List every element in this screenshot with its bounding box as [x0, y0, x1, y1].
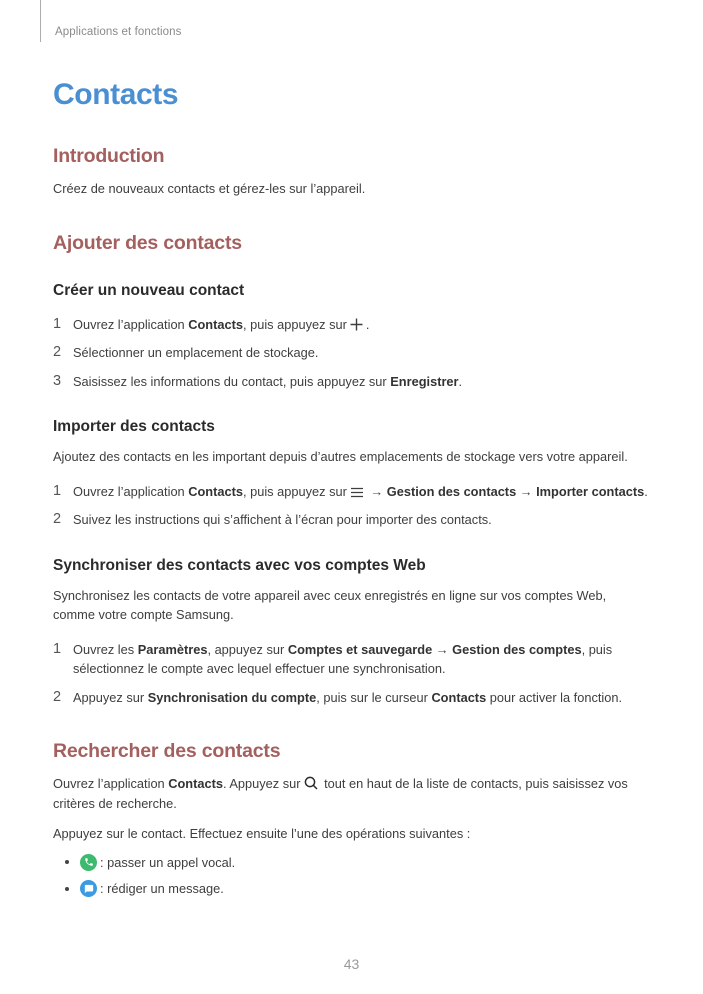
bold-segment: Contacts: [168, 776, 223, 791]
sync-paragraph: Synchronisez les contacts de votre appareil avec ceux enregistrés en ligne sur vos comptes Web, comme votre compte Samsung.: [53, 587, 607, 622]
step-item: [53, 482, 648, 502]
bold-segment: Contacts: [188, 316, 243, 332]
step-item: [53, 640, 648, 679]
text-segment: Ouvrez les: [73, 641, 138, 657]
step-item: [53, 372, 648, 392]
text-segment: Suivez les instructions qui s’affichent à l’écran pour importer des contacts.: [73, 512, 492, 527]
text-segment: Ouvrez l’application: [73, 483, 189, 499]
bold-segment: Comptes et sauvegarde: [287, 641, 433, 657]
import-paragraph: Ajoutez des contacts en les important depuis d’autres emplacements de stockage vers votre appareil.: [53, 449, 628, 464]
text-segment: Sélectionner un emplacement de stockage.: [73, 345, 319, 360]
text-segment: .: [458, 373, 463, 389]
page-title: Contacts: [53, 78, 179, 111]
subheading-import-contacts: Importer des contacts: [53, 418, 215, 435]
search-paragraph-1: [53, 774, 648, 813]
text-segment: , puis appuyez sur: [242, 483, 347, 499]
text-segment: . Appuyez sur: [222, 776, 301, 791]
text-segment: , puis appuyez sur: [242, 316, 347, 332]
bold-segment: Contacts: [188, 483, 243, 499]
intro-paragraph: Créez de nouveaux contacts et gérez-les sur l’appareil.: [53, 181, 366, 196]
bold-segment: Gestion des comptes: [452, 641, 582, 657]
step-item: [53, 315, 648, 335]
step-number: 3: [53, 372, 62, 389]
step-item: [53, 510, 648, 530]
step-number: 2: [53, 511, 62, 527]
text-segment: .: [365, 316, 370, 332]
action-label: : passer un appel vocal.: [100, 854, 236, 870]
action-item-compose-message: [65, 879, 648, 899]
step-number: 1: [53, 640, 62, 657]
text-segment: Ouvrez l’application: [73, 316, 189, 332]
step-item: [53, 688, 648, 708]
arrow-segment: →: [366, 483, 387, 499]
search-paragraph-2: Appuyez sur le contact. Effectuez ensuite l’une des opérations suivantes :: [53, 826, 471, 841]
voice-call-icon: [80, 854, 97, 871]
arrow-segment: →: [432, 641, 453, 657]
step-text: [73, 640, 648, 679]
step-number: 1: [53, 315, 62, 332]
header-rule: [40, 0, 41, 42]
action-item-voice-call: [65, 853, 648, 873]
section-heading-add-contacts: Ajouter des contacts: [53, 231, 242, 254]
subheading-sync-contacts: Synchroniser des contacts avec vos comptes Web: [53, 556, 426, 574]
breadcrumb: Applications et fonctions: [55, 26, 182, 38]
text-segment: Ouvrez l’application: [53, 776, 169, 791]
section-heading-search-contacts: Rechercher des contacts: [53, 740, 281, 762]
step-text: [73, 315, 648, 335]
search-icon: [304, 776, 318, 790]
bold-segment: Importer contacts: [536, 483, 645, 499]
step-number: 1: [53, 482, 62, 499]
menu-icon: [350, 487, 364, 498]
bold-segment: Gestion des contacts: [386, 483, 517, 499]
text-segment: , puis sélectionnez le compte avec lequel effectuer une synchronisation.: [73, 641, 613, 676]
compose-message-icon: [80, 880, 97, 897]
step-text: [73, 482, 648, 502]
text-segment: tout en haut de la liste de contacts, puis saisissez vos critères de recherche.: [53, 776, 628, 811]
step-text: [73, 510, 648, 530]
bold-segment: Contacts: [431, 689, 487, 705]
text-segment: .: [644, 483, 648, 499]
contact-action-list: [53, 853, 648, 899]
import-contacts-steps: [53, 482, 648, 530]
bold-segment: Synchronisation du compte: [147, 689, 317, 705]
text-segment: , appuyez sur: [207, 641, 288, 657]
bold-segment: Enregistrer: [390, 373, 459, 389]
text-segment: Appuyez sur: [73, 689, 148, 705]
text-segment: Saisissez les informations du contact, puis appuyez sur: [73, 373, 391, 389]
step-number: 2: [53, 688, 62, 705]
step-number: 2: [53, 344, 62, 360]
step-item: [53, 343, 648, 363]
step-text: [73, 688, 648, 708]
bullet-icon: [65, 860, 69, 864]
create-contact-steps: [53, 315, 648, 392]
text-segment: , puis sur le curseur: [316, 689, 432, 705]
sync-contacts-steps: [53, 640, 648, 708]
subheading-create-contact: Créer un nouveau contact: [53, 281, 245, 299]
bullet-icon: [65, 887, 69, 891]
step-text: [73, 372, 648, 392]
section-heading-introduction: Introduction: [53, 145, 165, 167]
bold-segment: Paramètres: [137, 641, 208, 657]
step-text: [73, 343, 648, 363]
plus-icon: [350, 318, 363, 331]
arrow-segment: →: [516, 483, 537, 499]
text-segment: pour activer la fonction.: [486, 689, 623, 705]
page-number: 43: [343, 956, 360, 972]
action-label: : rédiger un message.: [100, 881, 224, 896]
